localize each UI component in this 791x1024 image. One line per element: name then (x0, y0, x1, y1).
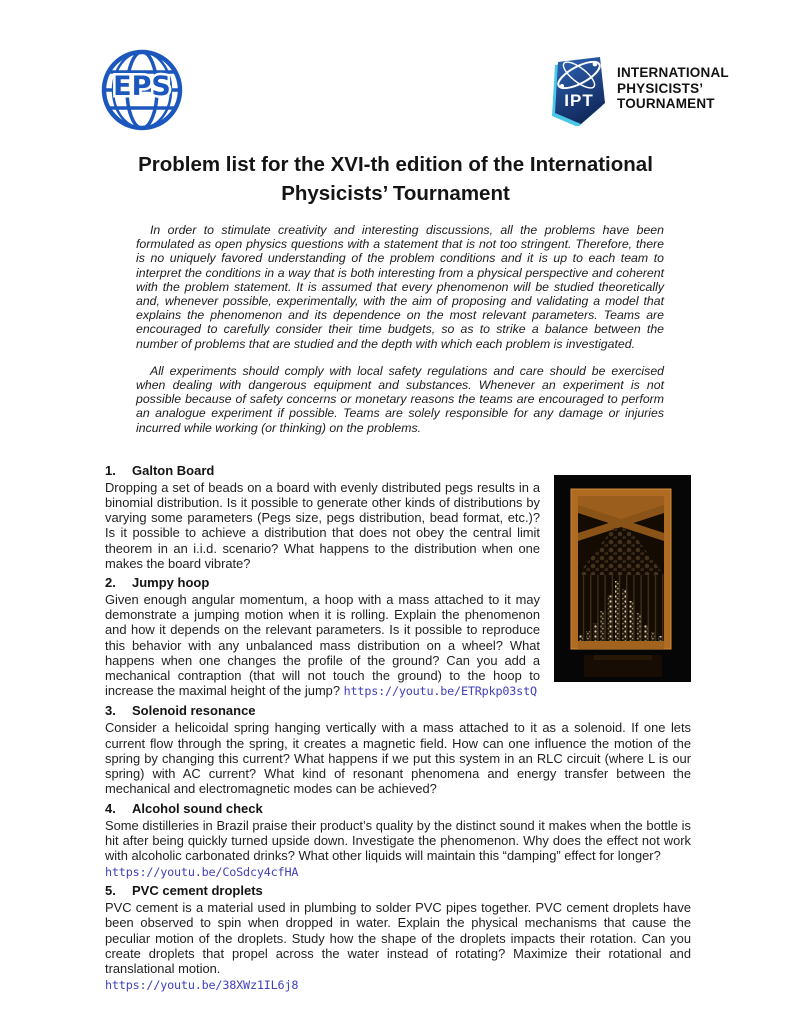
ipt-logo-name: INTERNATIONAL PHYSICISTS’ TOURNAMENT (617, 65, 729, 111)
problem-number: 4. (105, 800, 116, 816)
problem-list (105, 463, 691, 992)
youtube-link-jumpy-hoop[interactable]: https://youtu.be/ETRpkp03stQ (343, 684, 537, 699)
eps-logo-text: EPS (113, 71, 171, 102)
problem-title: Jumpy hoop (132, 575, 210, 591)
abstract (136, 223, 664, 435)
problem-number: 3. (105, 703, 116, 719)
eps-logo (99, 47, 185, 133)
problem-title: Alcohol sound check (132, 800, 263, 816)
problem-title: Solenoid resonance (132, 703, 256, 719)
problem-body-1: Dropping a set of beads on a board with evenly distributed pegs results in a binomial distribution. Is it possible to generate other kinds of distributions by varying some parameters (Pegs size, pegs distribution, bead format, etc.)? Is it possible to achieve a distribution that does not obey the central limit theorem in an i.i.d. scenario? What happens to the distribution when one makes the board vibrate? (105, 479, 540, 571)
ipt-shield-icon (548, 56, 608, 126)
galton-board-image (554, 475, 691, 682)
youtube-link-alcohol-sound-check[interactable]: https://youtu.be/CoSdcy4cfHA (105, 865, 299, 880)
problem-number: 1. (105, 462, 116, 478)
galton-board-photo (554, 475, 691, 682)
page-title: Problem list for the XVI-th edition of the International Physicists’ Tournament (138, 153, 653, 205)
problem-body-2: Given enough angular momentum, a hoop with a mass attached to it may demonstrate a jumping motion when it is rolling. Explain the phenomenon and how it depends on the relevant parameters. Is it possible to reproduce this behavior with any unbalanced mass distribution on a wheel? What happens when one changes the profile of the ground? Can you add a mechanical contraption (that will not touch the ground) to the hoop to increase the maximal height of the jump? https://youtu.be/ETRpkp03stQ (105, 592, 540, 699)
problem-body-4: Some distilleries in Brazil praise their product’s quality by the distinct sound it makes when the bottle is hit after being quickly turned upside down. Investigate the phenomenon. Why does the effect not work with alcoholic carbonated drinks? What other liquids will maintain this “damping” effect for longer? (105, 817, 691, 863)
ipt-logo-text: IPT (564, 91, 594, 110)
problem-title: PVC cement droplets (132, 883, 263, 899)
problem-number: 2. (105, 575, 116, 591)
abstract-paragraph-1: In order to stimulate creativity and interesting discussions, all the problems have been formulated as open physics questions with a statement that is not too stringent. Therefore, there is no uniquely favored understanding of the problem conditions and it is up to each team to interpret the conditions in a way that is both interesting from a physical perspective and coherent with the problem statement. It is assumed that every phenomenon will be studied theoretically and, whenever possible, experimentally, with the aim of proposing and validating a model that explains the phenomenon and its dependence on the most relevant parameters. Teams are encouraged to carefully consider their time budgets, so as to strike a balance between the number of problems that are studied and the depth with which each problem is investigated. (136, 223, 664, 351)
problem-title: Galton Board (132, 462, 215, 478)
problem-body-5: PVC cement is a material used in plumbing to solder PVC pipes together. PVC cement droplets have been observed to spin when dropped in water. Explain the physical mechanisms that cause the peculiar motion of the droplets. Study how the shape of the droplets impacts their rotation. Can you create droplets that propel across the water instead of rotating? Maximize their rotational and translational motion. (105, 900, 691, 976)
problem-heading-5 (105, 883, 691, 898)
problem-number: 5. (105, 883, 116, 899)
problem-heading-3 (105, 703, 691, 718)
problem-heading-4 (105, 801, 691, 816)
globe-icon (99, 47, 185, 133)
youtube-link-pvc-cement-droplets[interactable]: https://youtu.be/38XWz1IL6j8 (105, 978, 299, 993)
problem-body-3: Consider a helicoidal spring hanging vertically with a mass attached to it as a solenoid. If one lets current flow through the spring, it creates a magnetic field. How can one influence the motion of the spring by changing this current? What happens if we put this system in an RLC circuit (where L is our spring) with AC current? What kind of resonant phenomena and energy transfer between the mechanical and electromagnetic modes can be achieved? (105, 720, 691, 797)
ipt-logo (548, 56, 729, 126)
abstract-paragraph-2: All experiments should comply with local safety regulations and care should be exercised when dealing with dangerous equipment and substances. Whenever an experiment is not possible because of safety concerns or monetary reasons the teams are encouraged to perform an analogue experiment if possible. Teams are solely responsible for any damage or injuries incurred while working (or thinking) on the problems. (136, 363, 664, 435)
